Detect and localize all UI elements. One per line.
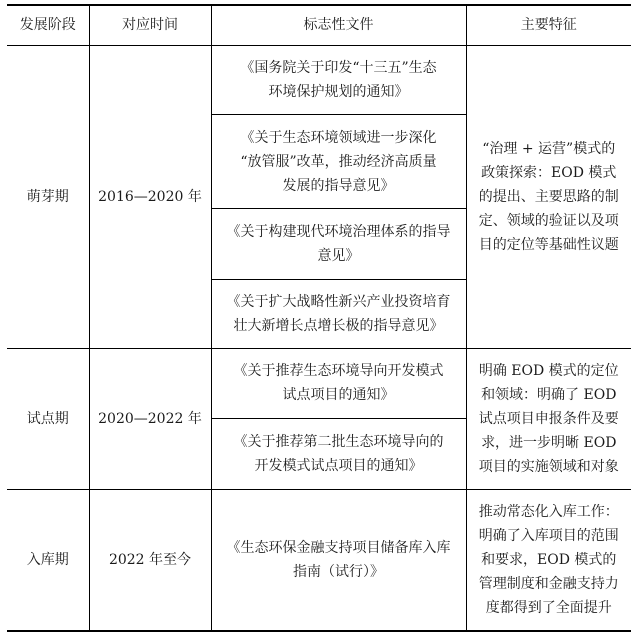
document-cell: [211, 489, 466, 631]
time-cell: 2020—2022 年: [89, 348, 211, 489]
feature-line: 试点项目申报条件及要: [478, 410, 619, 427]
feature-line: 政策探索：EOD 模式: [481, 164, 617, 181]
feature-line: 管理制度和金融支持力: [478, 575, 619, 592]
document-line: 试点项目的通知》: [282, 387, 395, 404]
table-header-row: [7, 5, 631, 45]
document-cell: [211, 208, 466, 279]
table-row: [7, 489, 631, 631]
stage-cell: 萌芽期: [7, 45, 89, 348]
document-cell: [211, 418, 466, 489]
document-line: “放管服”改革，推动经济高质量: [240, 153, 437, 170]
document-line: 意见》: [317, 247, 360, 264]
document-line: 《国务院关于印发“十三五”生态: [240, 60, 437, 76]
document-line: 指南（试行）》: [293, 563, 384, 580]
document-line: 环境保护规划的通知》: [268, 84, 409, 100]
document-cell: [211, 348, 466, 418]
stage-cell: 试点期: [7, 348, 89, 489]
document-line: 《关于推荐生态环境导向开发模式: [233, 363, 444, 380]
document-line: 《生态环保金融支持项目储备库入库: [226, 539, 451, 556]
feature-line: “治理 + 运营”模式的: [482, 140, 616, 157]
table-row: [7, 348, 631, 418]
feature-line: 明确了入库项目的范围: [478, 527, 619, 544]
feature-cell: [466, 348, 631, 489]
document-line: 《关于生态环境领域进一步深化: [240, 129, 437, 146]
feature-cell: [466, 45, 631, 348]
header-time: 对应时间: [89, 5, 211, 45]
feature-line: 明确 EOD 模式的定位: [478, 362, 619, 379]
stage-cell: 入库期: [7, 489, 89, 631]
feature-line: 和领域：明确了 EOD: [481, 386, 617, 403]
document-cell: [211, 279, 466, 348]
feature-line: 的提出、主要思路的制: [478, 188, 619, 205]
table-row: [7, 45, 631, 115]
feature-line: 目的定位等基础性议题: [478, 236, 619, 253]
document-line: 壮大新增长点增长极的指导意见》: [233, 317, 444, 334]
document-cell: [211, 45, 466, 115]
feature-cell: [466, 489, 631, 631]
feature-line: 度都得到了全面提升: [485, 599, 612, 616]
feature-line: 和要求，EOD 模式的: [481, 551, 617, 568]
feature-line: 求，进一步明晰 EOD: [481, 434, 617, 451]
header-stage: 发展阶段: [7, 5, 89, 45]
feature-line: 项目的实施领域和对象: [478, 458, 619, 475]
feature-line: 推动常态化入库工作：: [478, 503, 619, 520]
time-cell: 2016—2020 年: [89, 45, 211, 348]
development-stage-table: [7, 4, 631, 632]
document-line: 发展的指导意见》: [282, 177, 395, 194]
header-docs: 标志性文件: [211, 5, 466, 45]
header-features: 主要特征: [466, 5, 631, 45]
document-line: 开发模式试点项目的通知》: [254, 457, 423, 474]
document-cell: [211, 115, 466, 208]
document-line: 《关于扩大战略性新兴产业投资培育: [226, 293, 451, 310]
document-line: 《关于构建现代环境治理体系的指导: [226, 223, 451, 240]
document-line: 《关于推荐第二批生态环境导向的: [233, 433, 444, 450]
feature-line: 定、领域的验证以及项: [478, 212, 619, 229]
time-cell: 2022 年至今: [89, 489, 211, 631]
